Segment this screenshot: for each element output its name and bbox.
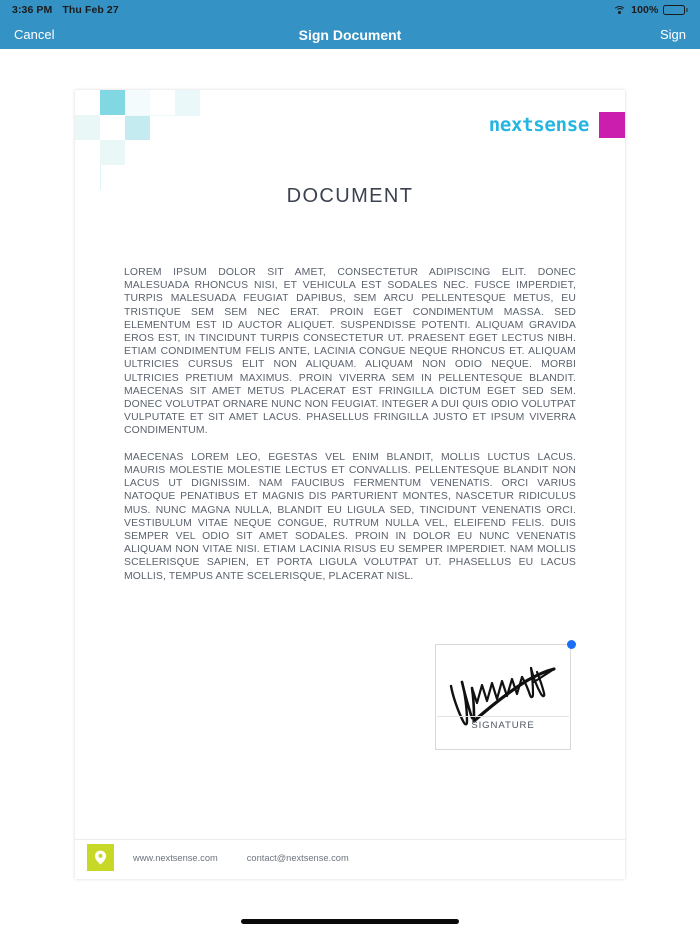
signature-label: SIGNATURE bbox=[471, 720, 535, 731]
footer-website[interactable]: www.nextsense.com bbox=[133, 853, 218, 863]
document-body bbox=[124, 266, 576, 583]
brand-logo bbox=[489, 112, 625, 138]
brand-logo-text: nextsense bbox=[488, 114, 589, 136]
wifi-icon bbox=[613, 5, 626, 15]
document-footer bbox=[75, 839, 625, 879]
document-paragraph: LOREM IPSUM DOLOR SIT AMET, CONSECTETUR ADIPISCING ELIT. DONEC MALESUADA RHONCUS NISI, ET VEHICULA EST SODALES NEC. FUSCE IMPERDIET, TURPIS MALESUADA FEUGIAT DAPIBUS, SEM ARCU PELLENTESQUE METUS, EU TRISTIQUE SEM SEM NEC ERAT. PROIN EGET CONDIMENTUM MASSA. SED ELEMENTUM EST ID AUCTOR ALIQUET. SUSPENDISSE POTENTI. ALIQUAM GRAVIDA EROS EST, IN TINCIDUNT TURPIS CONSECTETUR UT. PRAESENT EGET LECTUS NIBH. ETIAM CONDIMENTUM FELIS ANTE, LACINIA CONGUE NEQUE RHONCUS ET. ALIQUAM ULTRICIES CURSUS ELIT NON ALIQUAM. ALIQUAM NON ODIO NEQUE. MORBI ULTRICIES PRETIUM MAXIMUS. PROIN VIVERRA SEM IN PELLENTESQUE BLANDIT. MAECENAS SIT AMET METUS PLACERAT EST FRINGILLA DICTUM EGET SED SEM. DONEC VOLUTPAT ORNARE NUNC NON FEUGIAT. INTEGER A DUI QUIS ODIO VOLUTPAT VULPUTATE ET SIT AMET LACUS. PHASELLUS FRINGILLA JUSTO ET IPSUM VIVERRA CONDIMENTUM. bbox=[124, 267, 576, 437]
signature-box[interactable] bbox=[435, 644, 571, 750]
cancel-button[interactable]: Cancel bbox=[14, 27, 55, 42]
sign-button[interactable]: Sign bbox=[659, 27, 686, 42]
document-scroll-area[interactable] bbox=[0, 49, 700, 901]
status-bar-right bbox=[613, 4, 688, 16]
footer-contact-links bbox=[133, 853, 349, 863]
signature-widget[interactable] bbox=[435, 644, 571, 750]
status-bar bbox=[0, 0, 700, 20]
footer-divider bbox=[75, 839, 625, 840]
signature-rule bbox=[437, 716, 569, 717]
home-indicator[interactable] bbox=[241, 919, 459, 924]
document-paragraph: MAECENAS LOREM LEO, EGESTAS VEL ENIM BLANDIT, MOLLIS LUCTUS LACUS. MAURIS MOLESTIE MOLESTIE LECTUS ET CONVALLIS. PELLENTESQUE BLANDIT NON LACUS UT DIGNISSIM. NAM FAUCIBUS FERMENTUM VENENATIS. ORCI VARIUS NATOQUE PENATIBUS ET MAGNIS DIS PARTURIENT MONTES, NASCETUR RIDICULUS MUS. NUNC MAGNA NULLA, BLANDIT EU LIGULA SED, TINCIDUNT VENENATIS ORCI. VESTIBULUM VITAE NEQUE CONGUE, RUTRUM NULLA VEL, ELEIFEND FELIS. DUIS SEMPER VEL ODIO SIT AMET SODALES. PROIN IN DOLOR EU NUNC VENENATIS ALIQUAM NON VITAE NISI. ETIAM LACINIA RISUS EU SEMPER IMPERDIET. NAM MOLLIS SCELERISQUE SAPIEN, ET PORTA LIGULA VOLUTPAT UT. PHASELLUS EU LACUS MOLLIS, TEMPUS ANTE SCELERISQUE, PLACERAT NISL. bbox=[124, 451, 576, 582]
status-time: 3:36 PM bbox=[12, 4, 53, 16]
document-heading: DOCUMENT bbox=[286, 185, 414, 207]
document-page[interactable] bbox=[75, 90, 625, 879]
navigation-bar bbox=[0, 20, 700, 49]
signature-ink-icon bbox=[442, 649, 566, 731]
status-bar-left bbox=[12, 4, 119, 16]
brand-logo-square bbox=[599, 112, 625, 138]
resize-handle-icon[interactable] bbox=[567, 640, 576, 649]
battery-full-icon bbox=[663, 5, 688, 16]
status-date: Thu Feb 27 bbox=[62, 4, 119, 16]
battery-percent-label: 100% bbox=[631, 4, 659, 16]
footer-email[interactable]: contact@nextsense.com bbox=[246, 853, 349, 863]
page-title: Sign Document bbox=[298, 26, 402, 43]
location-pin-icon bbox=[87, 844, 114, 871]
